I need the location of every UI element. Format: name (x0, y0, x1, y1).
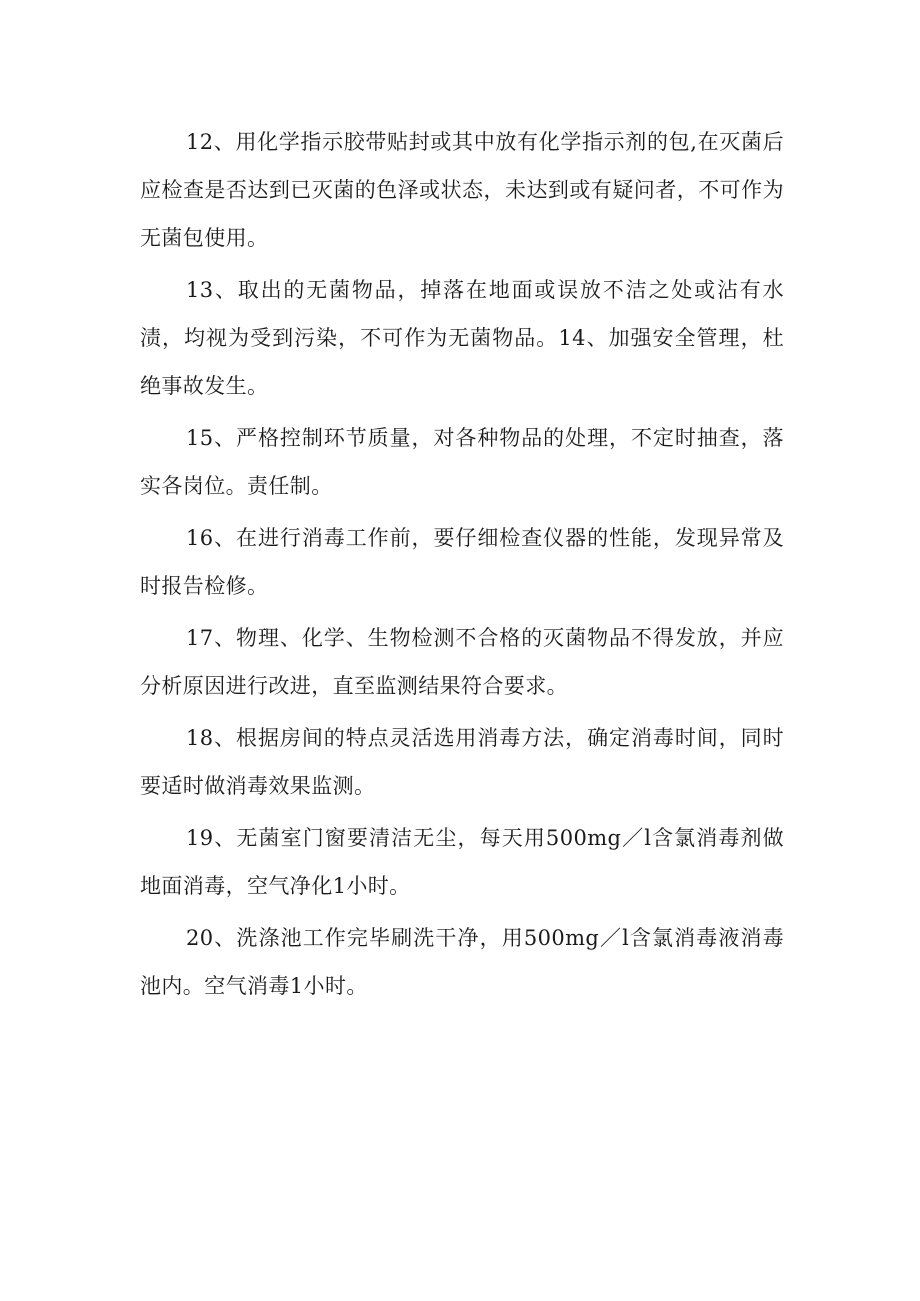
paragraph-17: 17、物理、化学、生物检测不合格的灭菌物品不得发放，并应分析原因进行改进，直至监测结果符合要求。 (140, 626, 784, 698)
paragraph-13-14: 13、取出的无菌物品，掉落在地面或误放不洁之处或沾有水渍，均视为受到污染，不可作为无菌物品。14、加强安全管理，杜绝事故发生。 (140, 278, 784, 398)
paragraph-20: 20、洗涤池工作完毕刷洗干净，用500mg／l含氯消毒液消毒池内。空气消毒1小时。 (140, 926, 784, 998)
paragraph-19: 19、无菌室门窗要清洁无尘，每天用500mg／l含氯消毒剂做地面消毒，空气净化1小时。 (140, 826, 784, 898)
paragraph-18: 18、根据房间的特点灵活选用消毒方法，确定消毒时间，同时要适时做消毒效果监测。 (140, 726, 784, 798)
document-body (140, 118, 784, 1014)
paragraph-16: 16、在进行消毒工作前，要仔细检查仪器的性能，发现异常及时报告检修。 (140, 526, 784, 598)
paragraph-12: 12、用化学指示胶带贴封或其中放有化学指示剂的包,在灭菌后应检查是否达到已灭菌的色泽或状态，未达到或有疑问者，不可作为无菌包使用。 (140, 130, 784, 250)
paragraph-15: 15、严格控制环节质量，对各种物品的处理，不定时抽查，落实各岗位。责任制。 (140, 426, 784, 498)
